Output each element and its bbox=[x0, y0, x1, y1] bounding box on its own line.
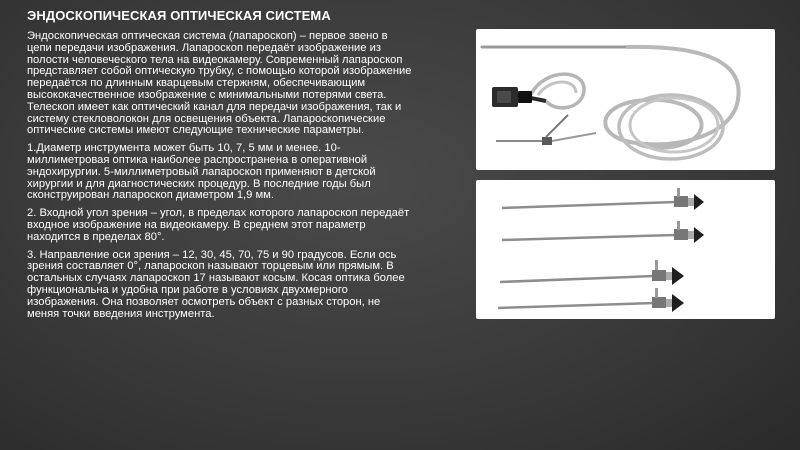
laparoscopes-illustration bbox=[476, 180, 775, 319]
body-text bbox=[27, 31, 412, 326]
light-cable-image bbox=[476, 29, 775, 170]
intro-paragraph: Эндоскопическая оптическая система (лапароскоп) – первое звено в цепи передачи изображения. Лапароскоп передаёт изображение из полости человеческого тела на видеокамеру. Современный лапароскоп представляет собой оптическую трубку, с помощью которой изображение передаётся по длинным кварцевым стержням, обеспечивающим высококачественное изображение с минимальными потерями света. Телескоп имеет как оптический канал для передачи изображения, так и систему стекловолокон для освещения объекта. Лапароскопические оптические системы имеют следующие технические параметры. bbox=[27, 30, 412, 137]
parameter-view-angle-paragraph: 2. Входной угол зрения – угол, в пределах которого лапароскоп передаёт входное изображение на видеокамеру. В среднем этот параметр находится в пределах 80°. bbox=[27, 207, 410, 243]
laparoscopes-image bbox=[476, 180, 775, 319]
parameter-diameter-paragraph: 1.Диаметр инструмента может быть 10, 7, 5 мм и менее. 10-миллиметровая оптика наиболее распространена в оперативной эндохирургии. 5-миллиметровый лапароскоп применяют в детской хирургии и для диагностических процедур. В последние годы был сконструирован лапароскоп диаметром 1,9 мм. bbox=[27, 142, 376, 202]
slide-title: ЭНДОСКОПИЧЕСКАЯ ОПТИЧЕСКАЯ СИСТЕМА bbox=[27, 8, 331, 23]
parameter-view-axis-paragraph: 3. Направление оси зрения – 12, 30, 45, 70, 75 и 90 градусов. Если ось зрения составляет 0°, лапароскоп называют торцевым или прямым. В остальных случаях лапароскоп 17 называют косым. Косая оптика более функциональна и удобна при работе в условиях двухмерного изображения. Она позволяет осмотреть объект с разных сторон, не меняя точки введения инструмента. bbox=[27, 248, 405, 320]
light-cable-illustration bbox=[476, 29, 775, 170]
